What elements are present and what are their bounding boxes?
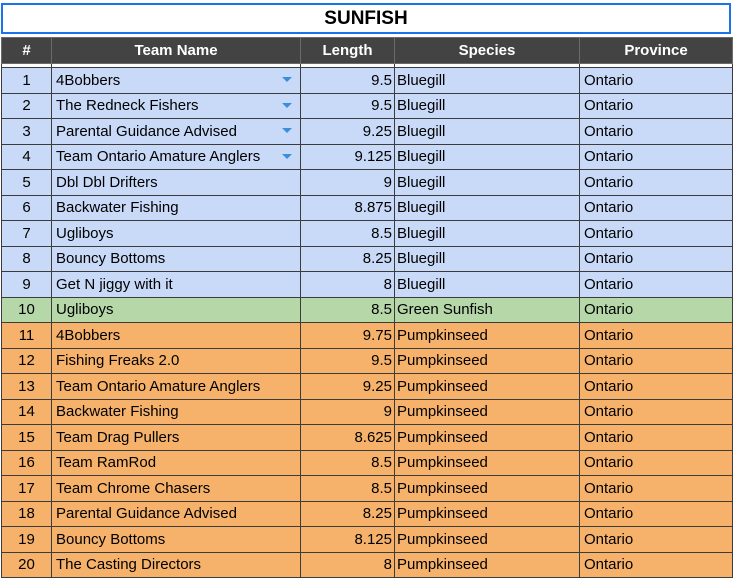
team-name-cell[interactable] <box>52 297 301 323</box>
row-number-cell[interactable] <box>2 221 52 247</box>
species-cell[interactable] <box>395 272 580 298</box>
row-number-cell[interactable] <box>2 374 52 400</box>
province-cell[interactable] <box>580 93 733 119</box>
species-cell-text: Pumpkinseed <box>397 530 488 548</box>
team-name-cell[interactable] <box>52 68 301 94</box>
length-cell[interactable] <box>301 119 395 145</box>
team-name-cell-text: Backwater Fishing <box>56 403 179 421</box>
species-cell-text: Bluegill <box>397 71 446 89</box>
length-cell-text: 9.5 <box>371 97 392 115</box>
species-cell[interactable] <box>395 425 580 451</box>
table-row <box>2 246 733 272</box>
table-row <box>2 450 733 476</box>
species-cell-text: Pumpkinseed <box>397 428 488 446</box>
row-number-cell[interactable] <box>2 450 52 476</box>
header-species[interactable]: Species <box>395 38 580 64</box>
species-cell[interactable] <box>395 323 580 349</box>
length-cell[interactable] <box>301 93 395 119</box>
team-name-cell[interactable] <box>52 501 301 527</box>
table-row <box>2 476 733 502</box>
row-number-cell-text: 15 <box>18 428 35 446</box>
row-number-cell[interactable] <box>2 425 52 451</box>
team-name-cell-text: 4Bobbers <box>56 326 121 344</box>
species-cell[interactable] <box>395 552 580 578</box>
row-number-cell-text: 1 <box>22 71 31 89</box>
length-cell[interactable] <box>301 323 395 349</box>
row-number-cell-text: 13 <box>18 377 35 395</box>
row-number-cell[interactable] <box>2 246 52 272</box>
length-cell-text: 9.25 <box>362 122 392 140</box>
province-cell[interactable] <box>580 374 733 400</box>
team-name-cell[interactable] <box>52 450 301 476</box>
row-number-cell[interactable] <box>2 272 52 298</box>
team-name-cell-text: The Redneck Fishers <box>56 97 199 115</box>
province-cell-text: Ontario <box>584 530 634 548</box>
table-row <box>2 170 733 196</box>
length-cell-text: 8.5 <box>371 479 392 497</box>
team-name-cell-text: Dbl Dbl Drifters <box>56 173 158 191</box>
province-cell[interactable] <box>580 170 733 196</box>
header-team-name[interactable]: Team Name <box>52 38 301 64</box>
sheet-title-cell[interactable]: SUNFISH <box>1 3 731 34</box>
team-name-cell-text: 4Bobbers <box>56 71 121 89</box>
table-row <box>2 144 733 170</box>
province-cell-text: Ontario <box>584 275 634 293</box>
length-cell-text: 9.5 <box>371 71 392 89</box>
row-number-cell[interactable] <box>2 323 52 349</box>
row-number-cell[interactable] <box>2 119 52 145</box>
team-name-cell-text: Team Ontario Amature Anglers <box>56 377 261 395</box>
team-name-cell[interactable] <box>52 374 301 400</box>
province-cell-text: Ontario <box>584 403 634 421</box>
province-cell-text: Ontario <box>584 377 634 395</box>
length-cell-text: 8 <box>383 275 392 293</box>
province-cell-text: Ontario <box>584 224 634 242</box>
dropdown-arrow-icon[interactable] <box>282 128 292 133</box>
province-cell[interactable] <box>580 399 733 425</box>
row-number-cell-text: 17 <box>18 479 35 497</box>
length-cell-text: 9.125 <box>354 148 392 166</box>
species-cell-text: Pumpkinseed <box>397 326 488 344</box>
length-cell[interactable] <box>301 501 395 527</box>
team-name-cell-text: Fishing Freaks 2.0 <box>56 352 180 370</box>
province-cell-text: Ontario <box>584 326 634 344</box>
species-cell[interactable] <box>395 501 580 527</box>
length-cell-text: 9.25 <box>362 377 392 395</box>
team-name-cell[interactable] <box>52 399 301 425</box>
row-number-cell-text: 7 <box>22 224 31 242</box>
province-cell[interactable] <box>580 425 733 451</box>
row-number-cell-text: 8 <box>22 250 31 268</box>
length-cell-text: 8.625 <box>354 428 392 446</box>
results-table <box>1 37 733 578</box>
species-cell-text: Bluegill <box>397 148 446 166</box>
row-number-cell-text: 4 <box>22 148 31 166</box>
province-cell-text: Ontario <box>584 556 634 574</box>
species-cell-text: Bluegill <box>397 173 446 191</box>
team-name-cell[interactable] <box>52 246 301 272</box>
species-cell-text: Bluegill <box>397 250 446 268</box>
length-cell-text: 8.5 <box>371 224 392 242</box>
team-name-cell[interactable] <box>52 323 301 349</box>
length-cell[interactable] <box>301 527 395 553</box>
header-row <box>2 38 733 64</box>
length-cell[interactable] <box>301 552 395 578</box>
length-cell-text: 9 <box>383 403 392 421</box>
province-cell-text: Ontario <box>584 199 634 217</box>
species-cell[interactable] <box>395 68 580 94</box>
header-province[interactable]: Province <box>580 38 733 64</box>
row-number-cell-text: 12 <box>18 352 35 370</box>
team-name-cell[interactable] <box>52 552 301 578</box>
species-cell[interactable] <box>395 119 580 145</box>
table-row <box>2 323 733 349</box>
row-number-cell[interactable] <box>2 93 52 119</box>
province-cell-text: Ontario <box>584 122 634 140</box>
table-row <box>2 399 733 425</box>
team-name-cell-text: Team Drag Pullers <box>56 428 180 446</box>
province-cell[interactable] <box>580 68 733 94</box>
row-number-cell-text: 2 <box>22 97 31 115</box>
province-cell[interactable] <box>580 323 733 349</box>
table-row <box>2 297 733 323</box>
species-cell[interactable] <box>395 170 580 196</box>
team-name-cell-text: Team Chrome Chasers <box>56 479 211 497</box>
province-cell-text: Ontario <box>584 250 634 268</box>
province-cell-text: Ontario <box>584 148 634 166</box>
table-row <box>2 552 733 578</box>
table-row <box>2 425 733 451</box>
species-cell-text: Bluegill <box>397 199 446 217</box>
province-cell[interactable] <box>580 144 733 170</box>
length-cell[interactable] <box>301 246 395 272</box>
province-cell[interactable] <box>580 195 733 221</box>
province-cell-text: Ontario <box>584 428 634 446</box>
row-number-cell[interactable] <box>2 170 52 196</box>
team-name-cell[interactable] <box>52 476 301 502</box>
team-name-cell-text: Bouncy Bottoms <box>56 530 166 548</box>
length-cell[interactable] <box>301 170 395 196</box>
species-cell[interactable] <box>395 476 580 502</box>
header-length[interactable]: Length <box>301 38 395 64</box>
length-cell-text: 9.75 <box>362 326 392 344</box>
table-row <box>2 527 733 553</box>
table-row <box>2 68 733 94</box>
species-cell-text: Pumpkinseed <box>397 479 488 497</box>
province-cell[interactable] <box>580 272 733 298</box>
table-row <box>2 93 733 119</box>
province-cell[interactable] <box>580 246 733 272</box>
length-cell-text: 8.25 <box>362 250 392 268</box>
length-cell[interactable] <box>301 476 395 502</box>
species-cell[interactable] <box>395 144 580 170</box>
length-cell[interactable] <box>301 272 395 298</box>
dropdown-arrow-icon[interactable] <box>282 77 292 82</box>
province-cell-text: Ontario <box>584 97 634 115</box>
length-cell[interactable] <box>301 348 395 374</box>
species-cell-text: Pumpkinseed <box>397 454 488 472</box>
province-cell-text: Ontario <box>584 71 634 89</box>
table-row <box>2 374 733 400</box>
species-cell[interactable] <box>395 450 580 476</box>
length-cell-text: 8.125 <box>354 530 392 548</box>
team-name-cell[interactable] <box>52 170 301 196</box>
team-name-cell-text: Parental Guidance Advised <box>56 122 237 140</box>
length-cell[interactable] <box>301 144 395 170</box>
province-cell[interactable] <box>580 221 733 247</box>
province-cell-text: Ontario <box>584 301 634 319</box>
length-cell[interactable] <box>301 221 395 247</box>
row-number-cell-text: 18 <box>18 505 35 523</box>
team-name-cell[interactable] <box>52 195 301 221</box>
team-name-cell[interactable] <box>52 144 301 170</box>
province-cell[interactable] <box>580 476 733 502</box>
row-number-cell[interactable] <box>2 195 52 221</box>
team-name-cell[interactable] <box>52 93 301 119</box>
length-cell[interactable] <box>301 425 395 451</box>
species-cell-text: Pumpkinseed <box>397 377 488 395</box>
team-name-cell-text: Team Ontario Amature Anglers <box>56 148 261 166</box>
species-cell-text: Bluegill <box>397 224 446 242</box>
species-cell[interactable] <box>395 93 580 119</box>
row-number-cell-text: 10 <box>18 301 35 319</box>
length-cell[interactable] <box>301 195 395 221</box>
row-number-cell-text: 9 <box>22 275 31 293</box>
length-cell[interactable] <box>301 399 395 425</box>
row-number-cell[interactable] <box>2 501 52 527</box>
species-cell-text: Green Sunfish <box>397 301 493 319</box>
length-cell-text: 8.5 <box>371 301 392 319</box>
row-number-cell-text: 3 <box>22 122 31 140</box>
species-cell-text: Bluegill <box>397 122 446 140</box>
length-cell-text: 8.875 <box>354 199 392 217</box>
species-cell[interactable] <box>395 195 580 221</box>
length-cell-text: 8 <box>383 556 392 574</box>
table-row <box>2 348 733 374</box>
species-cell[interactable] <box>395 399 580 425</box>
length-cell[interactable] <box>301 450 395 476</box>
dropdown-arrow-icon[interactable] <box>282 154 292 159</box>
row-number-cell[interactable] <box>2 399 52 425</box>
length-cell[interactable] <box>301 297 395 323</box>
table-row <box>2 501 733 527</box>
team-name-cell-text: Ugliboys <box>56 301 114 319</box>
species-cell-text: Pumpkinseed <box>397 505 488 523</box>
team-name-cell-text: Get N jiggy with it <box>56 275 173 293</box>
species-cell[interactable] <box>395 348 580 374</box>
length-cell-text: 8.5 <box>371 454 392 472</box>
team-name-cell[interactable] <box>52 119 301 145</box>
species-cell[interactable] <box>395 221 580 247</box>
species-cell[interactable] <box>395 246 580 272</box>
province-cell[interactable] <box>580 119 733 145</box>
team-name-cell-text: Team RamRod <box>56 454 157 472</box>
length-cell-text: 8.25 <box>362 505 392 523</box>
row-number-cell[interactable] <box>2 68 52 94</box>
province-cell[interactable] <box>580 348 733 374</box>
length-cell-text: 9 <box>383 173 392 191</box>
row-number-cell-text: 14 <box>18 403 35 421</box>
species-cell[interactable] <box>395 374 580 400</box>
province-cell[interactable] <box>580 450 733 476</box>
row-number-cell[interactable] <box>2 144 52 170</box>
row-number-cell[interactable] <box>2 297 52 323</box>
province-cell[interactable] <box>580 527 733 553</box>
row-number-cell-text: 20 <box>18 556 35 574</box>
row-number-cell-text: 19 <box>18 530 35 548</box>
province-cell-text: Ontario <box>584 173 634 191</box>
province-cell[interactable] <box>580 297 733 323</box>
team-name-cell[interactable] <box>52 425 301 451</box>
species-cell[interactable] <box>395 297 580 323</box>
team-name-cell-text: Parental Guidance Advised <box>56 505 237 523</box>
province-cell-text: Ontario <box>584 479 634 497</box>
header-number[interactable]: # <box>2 38 52 64</box>
length-cell[interactable] <box>301 374 395 400</box>
team-name-cell[interactable] <box>52 527 301 553</box>
province-cell[interactable] <box>580 552 733 578</box>
table-row <box>2 221 733 247</box>
row-number-cell[interactable] <box>2 476 52 502</box>
species-cell-text: Bluegill <box>397 275 446 293</box>
row-number-cell-text: 5 <box>22 173 31 191</box>
table-row <box>2 195 733 221</box>
species-cell[interactable] <box>395 527 580 553</box>
row-number-cell-text: 6 <box>22 199 31 217</box>
table-row <box>2 272 733 298</box>
province-cell-text: Ontario <box>584 352 634 370</box>
row-number-cell[interactable] <box>2 552 52 578</box>
row-number-cell-text: 11 <box>18 326 35 344</box>
team-name-cell-text: Bouncy Bottoms <box>56 250 166 268</box>
team-name-cell-text: Ugliboys <box>56 224 114 242</box>
row-number-cell[interactable] <box>2 348 52 374</box>
row-number-cell[interactable] <box>2 527 52 553</box>
length-cell-text: 9.5 <box>371 352 392 370</box>
species-cell-text: Pumpkinseed <box>397 556 488 574</box>
province-cell[interactable] <box>580 501 733 527</box>
team-name-cell-text: The Casting Directors <box>56 556 202 574</box>
team-name-cell[interactable] <box>52 272 301 298</box>
team-name-cell[interactable] <box>52 348 301 374</box>
province-cell-text: Ontario <box>584 454 634 472</box>
length-cell[interactable] <box>301 68 395 94</box>
row-number-cell-text: 16 <box>18 454 35 472</box>
species-cell-text: Bluegill <box>397 97 446 115</box>
team-name-cell-text: Backwater Fishing <box>56 199 179 217</box>
species-cell-text: Pumpkinseed <box>397 403 488 421</box>
table-row <box>2 119 733 145</box>
species-cell-text: Pumpkinseed <box>397 352 488 370</box>
team-name-cell[interactable] <box>52 221 301 247</box>
province-cell-text: Ontario <box>584 505 634 523</box>
dropdown-arrow-icon[interactable] <box>282 103 292 108</box>
